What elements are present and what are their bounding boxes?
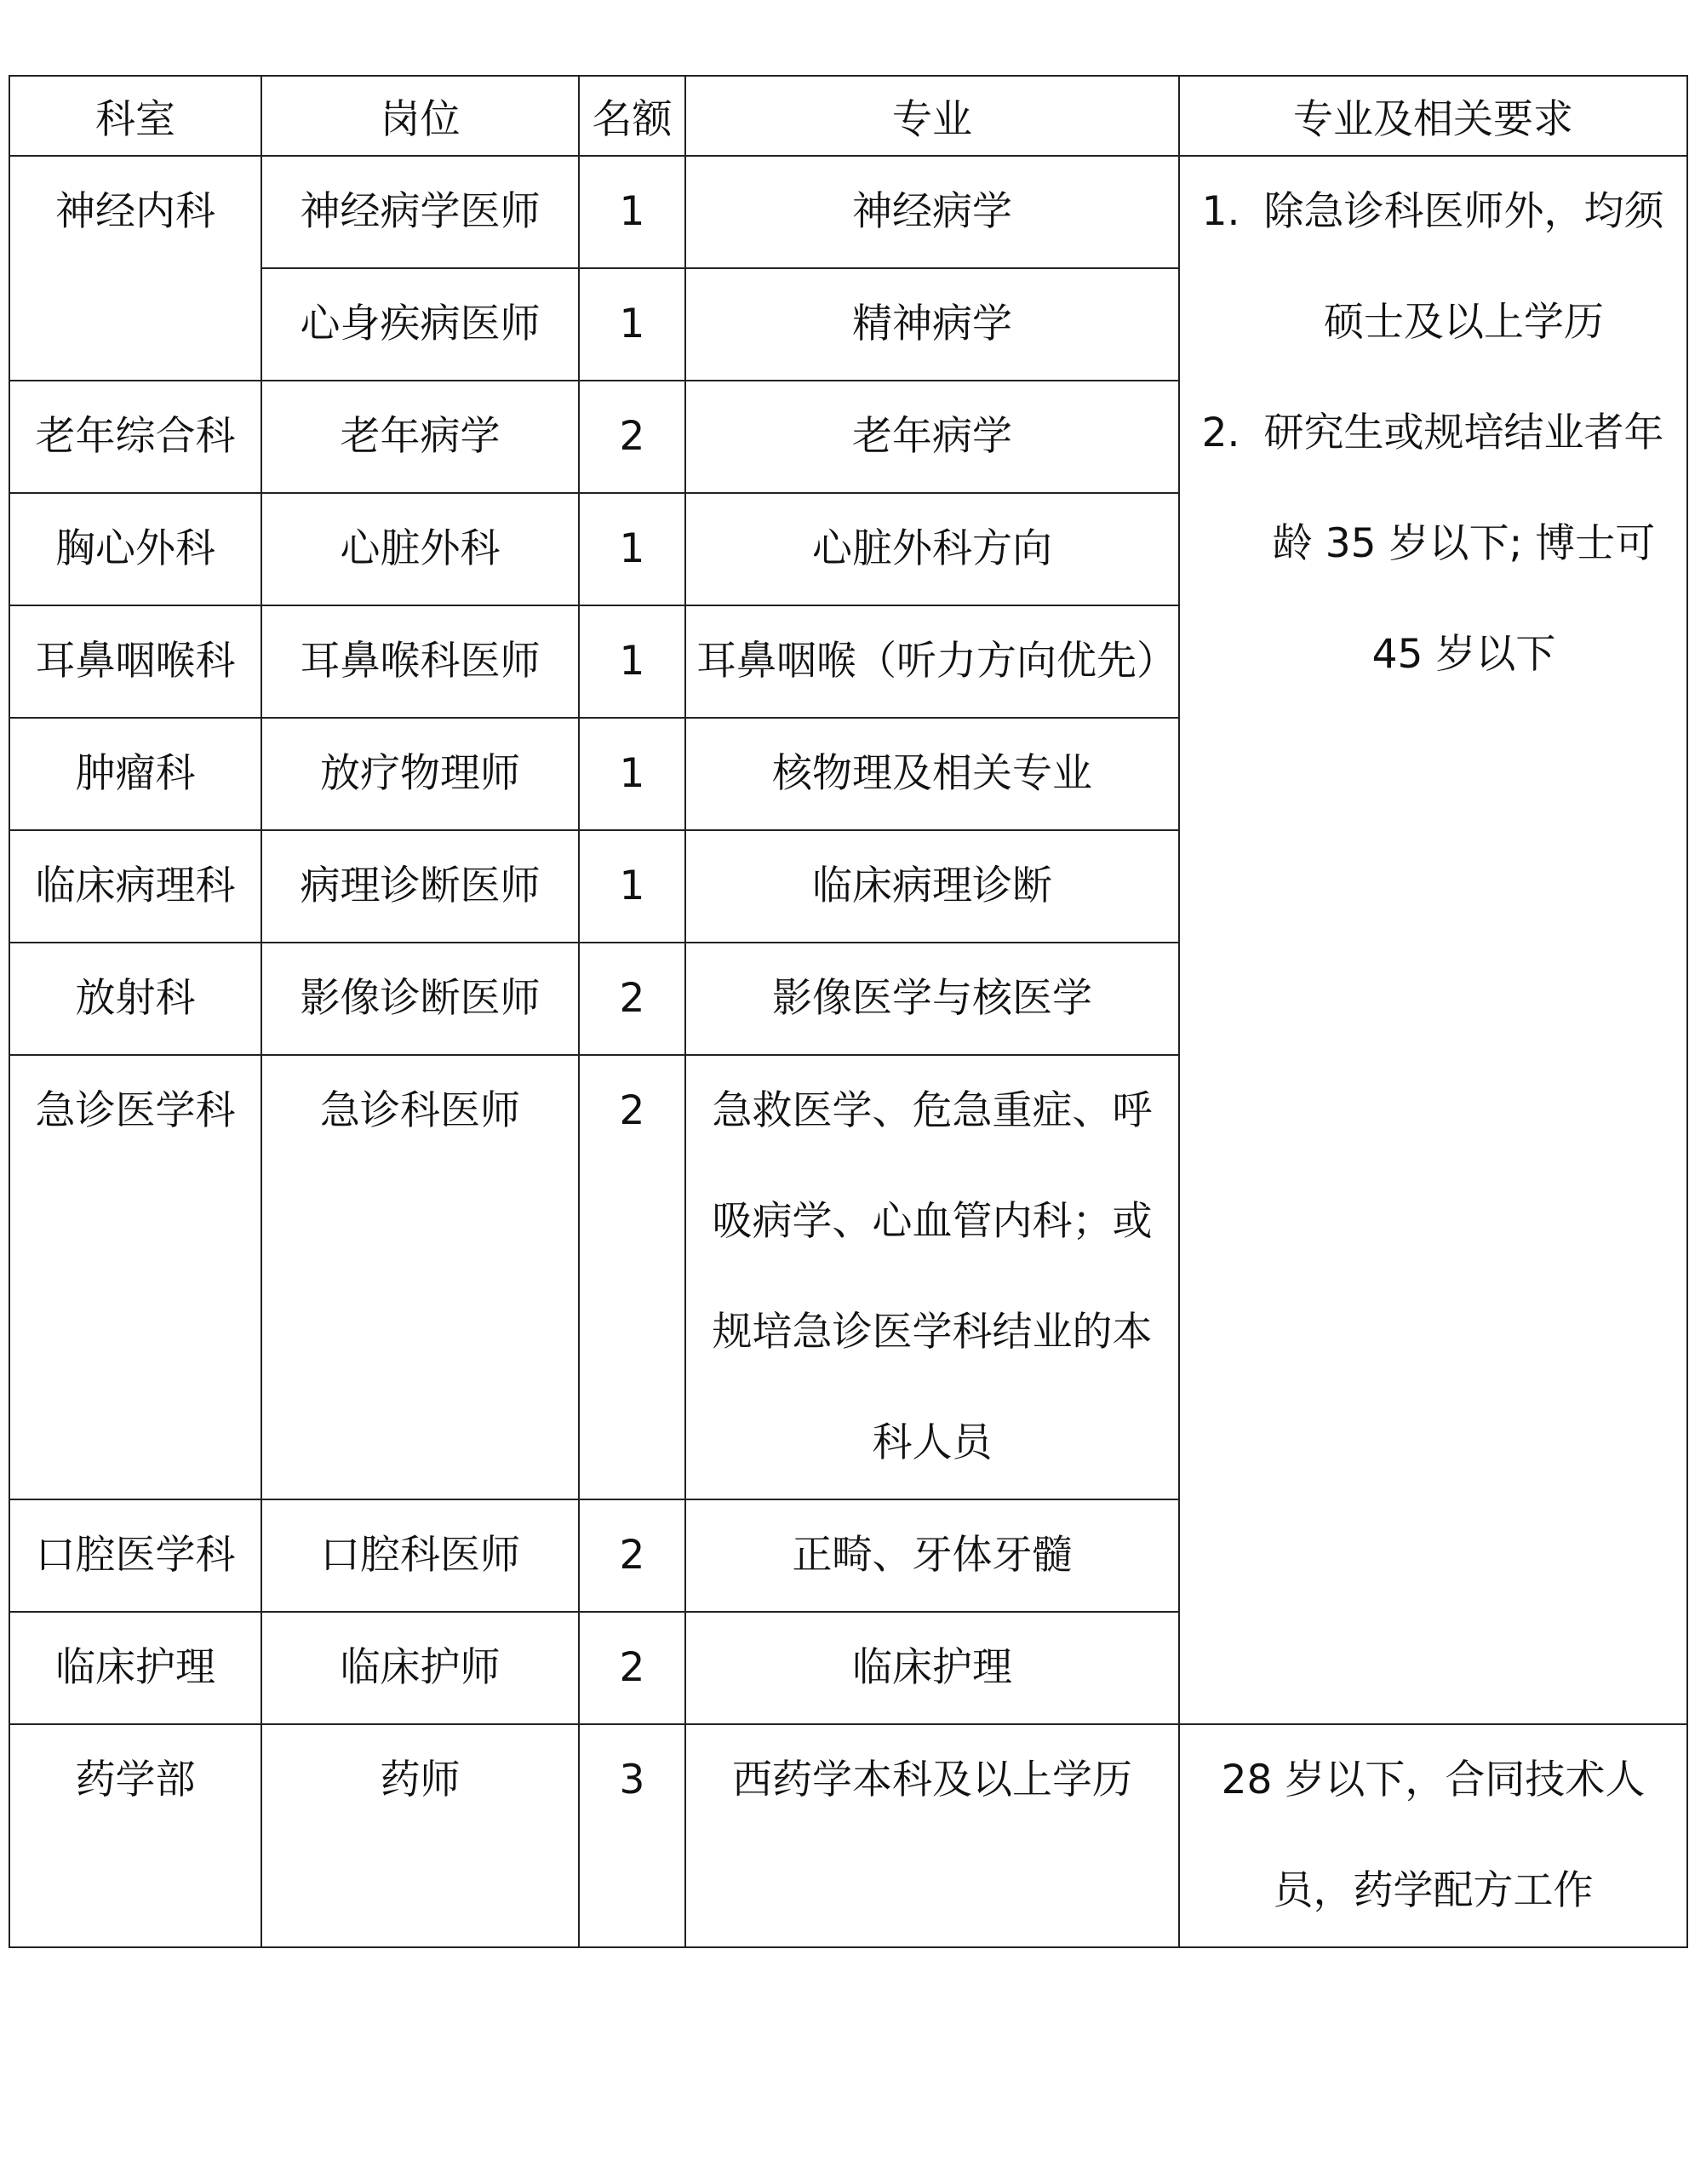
cell-department: 耳鼻咽喉科 (9, 605, 261, 718)
cell-major: 核物理及相关专业 (685, 718, 1179, 830)
cell-count: 3 (579, 1724, 685, 1947)
cell-position: 耳鼻喉科医师 (261, 605, 579, 718)
header-requirements: 专业及相关要求 (1179, 76, 1687, 156)
cell-department: 药学部 (9, 1724, 261, 1947)
cell-department: 临床病理科 (9, 830, 261, 943)
cell-count: 2 (579, 1612, 685, 1724)
cell-major: 神经病学 (685, 156, 1179, 268)
cell-major: 临床护理 (685, 1612, 1179, 1724)
cell-department: 放射科 (9, 943, 261, 1055)
cell-department: 急诊医学科 (9, 1055, 261, 1499)
requirement-item (1190, 378, 1676, 710)
cell-position: 口腔科医师 (261, 1499, 579, 1612)
pharmacy-requirement-cell: 28 岁以下，合同技术人员，药学配方工作 (1179, 1724, 1687, 1947)
cell-major: 精神病学 (685, 268, 1179, 381)
cell-major: 心脏外科方向 (685, 493, 1179, 605)
cell-major: 正畸、牙体牙髓 (685, 1499, 1179, 1612)
cell-position: 老年病学 (261, 381, 579, 493)
header-count: 名额 (579, 76, 685, 156)
cell-position: 临床护师 (261, 1612, 579, 1724)
cell-department: 肿瘤科 (9, 718, 261, 830)
cell-position: 病理诊断医师 (261, 830, 579, 943)
cell-count: 1 (579, 605, 685, 718)
cell-department: 胸心外科 (9, 493, 261, 605)
requirement-text: 除急诊科医师外，均须硕士及以上学历 (1263, 188, 1664, 346)
cell-major: 临床病理诊断 (685, 830, 1179, 943)
cell-department: 临床护理 (9, 1612, 261, 1724)
cell-department: 口腔医学科 (9, 1499, 261, 1612)
cell-count: 2 (579, 1499, 685, 1612)
requirement-number: 1. (1201, 188, 1240, 235)
cell-count: 1 (579, 718, 685, 830)
header-major: 专业 (685, 76, 1179, 156)
cell-position: 心身疾病医师 (261, 268, 579, 381)
cell-department: 老年综合科 (9, 381, 261, 493)
cell-count: 1 (579, 156, 685, 268)
cell-position: 心脏外科 (261, 493, 579, 605)
cell-position: 影像诊断医师 (261, 943, 579, 1055)
requirement-text: 研究生或规培结业者年龄 35 岁以下; 博士可 45 岁以下 (1263, 410, 1664, 678)
cell-count: 1 (579, 830, 685, 943)
cell-count: 2 (579, 943, 685, 1055)
cell-count: 2 (579, 1055, 685, 1499)
cell-major: 影像医学与核医学 (685, 943, 1179, 1055)
cell-position: 放疗物理师 (261, 718, 579, 830)
cell-count: 1 (579, 268, 685, 381)
cell-position: 神经病学医师 (261, 156, 579, 268)
table-row (9, 1724, 1687, 1947)
cell-position: 药师 (261, 1724, 579, 1947)
cell-count: 1 (579, 493, 685, 605)
cell-department: 神经内科 (9, 156, 261, 381)
cell-position: 急诊科医师 (261, 1055, 579, 1499)
cell-major: 西药学本科及以上学历 (685, 1724, 1179, 1947)
cell-major: 耳鼻咽喉（听力方向优先） (685, 605, 1179, 718)
header-position: 岗位 (261, 76, 579, 156)
header-row (9, 76, 1687, 156)
cell-count: 2 (579, 381, 685, 493)
recruitment-table (9, 75, 1688, 1948)
requirement-item (1190, 157, 1676, 378)
header-department: 科室 (9, 76, 261, 156)
requirement-number: 2. (1201, 410, 1240, 456)
table-row (9, 156, 1687, 268)
cell-major: 老年病学 (685, 381, 1179, 493)
shared-requirements-cell (1179, 156, 1687, 1724)
cell-major: 急救医学、危急重症、呼吸病学、心血管内科；或规培急诊医学科结业的本科人员 (685, 1055, 1179, 1499)
